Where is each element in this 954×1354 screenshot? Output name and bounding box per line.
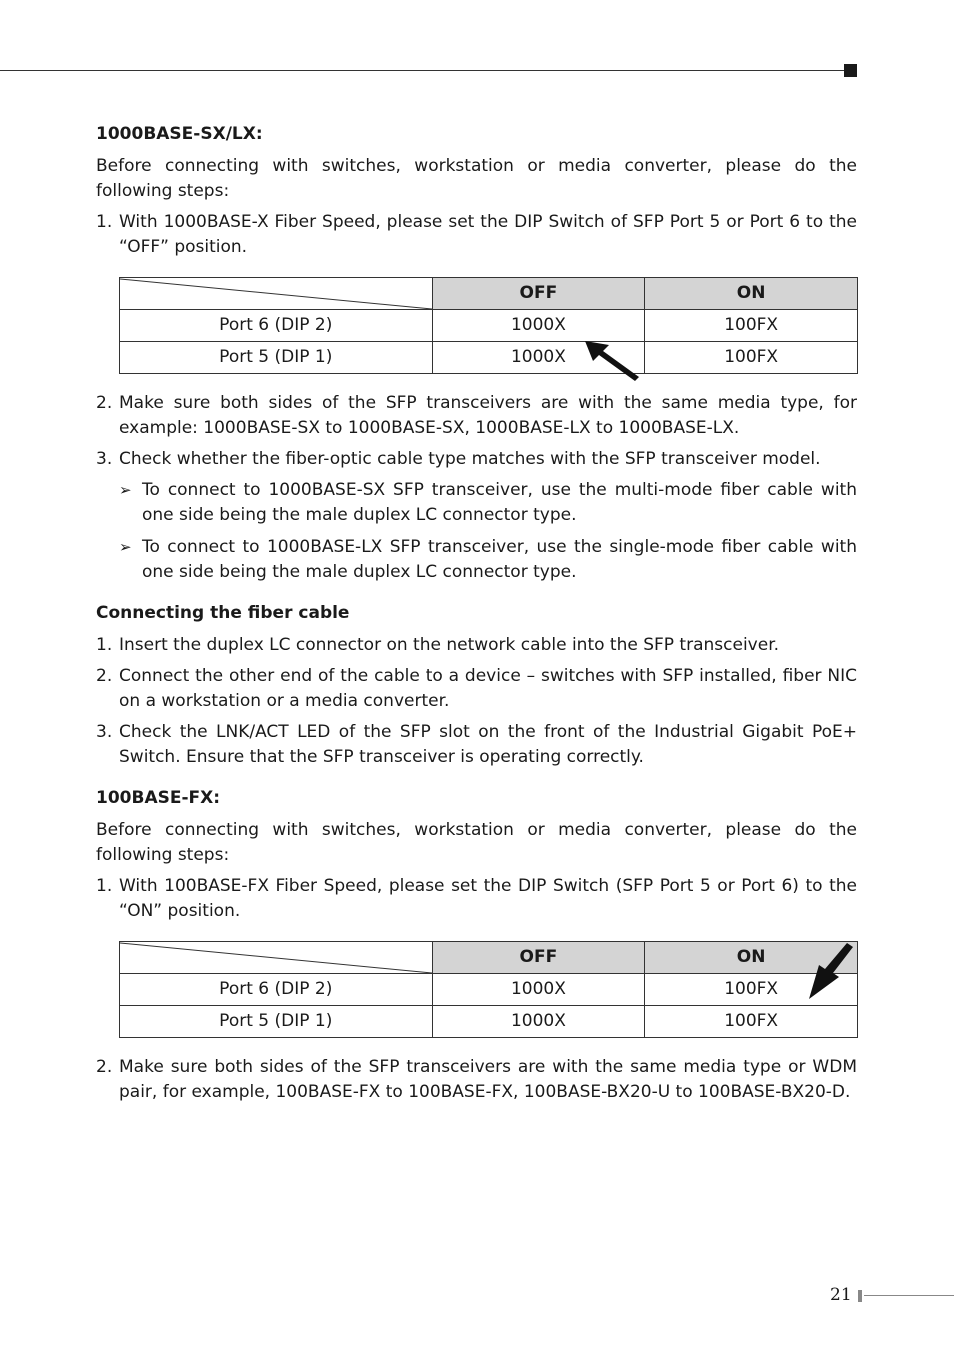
arrow-pointing-off-icon: [581, 337, 643, 383]
list-number: 3.: [96, 449, 113, 469]
dip-table-100fx: [119, 941, 858, 1038]
list-number: 3.: [96, 722, 113, 742]
list-text: Connect the other end of the cable to a device – switches with SFP installed, fiber NIC on a workstation or a media converter.: [119, 666, 857, 711]
header-square-marker: [844, 64, 857, 77]
table-cell-on: 100FX: [645, 342, 858, 374]
table-header-off: OFF: [432, 278, 645, 310]
table-cell-label: Port 5 (DIP 1): [120, 1006, 433, 1038]
section-heading-100base: 100BASE-FX:: [96, 788, 221, 808]
list-text: Make sure both sides of the SFP transceivers are with the same media type, for example: 1000BASE-SX to 1000BASE-SX, 1000BASE-LX to 1000BASE-LX.: [119, 393, 857, 438]
section-heading-fiber-cable: Connecting the fiber cable: [96, 603, 350, 623]
arrowhead-bullet-icon: ➢: [119, 481, 132, 499]
table-cell-label: Port 6 (DIP 2): [120, 974, 433, 1006]
table-header-on: ON: [645, 278, 858, 310]
table-cell-off: 1000X: [432, 342, 645, 374]
bullet-item: [119, 535, 857, 585]
table-corner-cell: [120, 942, 433, 974]
page-number: 21: [830, 1285, 852, 1305]
table-cell-off: 1000X: [432, 310, 645, 342]
table-cell-on: 100FX: [645, 1006, 858, 1038]
list-text: Make sure both sides of the SFP transceivers are with the same media type or WDM pair, for example, 100BASE-FX to 100BASE-FX, 100BASE-BX20-U to 100BASE-BX20-D.: [119, 1057, 857, 1102]
list-number: 1.: [96, 635, 113, 655]
bullet-text: To connect to 1000BASE-SX SFP transceiver, use the multi-mode fiber cable with one side being the male duplex LC connector type.: [142, 480, 857, 525]
list-text: With 100BASE-FX Fiber Speed, please set the DIP Switch (SFP Port 5 or Port 6) to the “ON” position.: [119, 876, 857, 921]
list-text: Check the LNK/ACT LED of the SFP slot on the front of the Industrial Gigabit PoE+ Switch. Ensure that the SFP transceiver is operating correctly.: [119, 722, 857, 767]
list-text: Check whether the fiber-optic cable type matches with the SFP transceiver model.: [119, 449, 821, 469]
bullet-item: [119, 478, 857, 528]
section-heading-1000base: 1000BASE-SX/LX:: [96, 124, 263, 144]
list-number: 2.: [96, 393, 113, 413]
list-item: [96, 447, 857, 472]
header-rule: [0, 70, 850, 71]
table-cell-off: 1000X: [432, 1006, 645, 1038]
list-item: [96, 633, 857, 658]
table-row: [120, 1006, 858, 1038]
dip-table-1000x: [119, 277, 858, 374]
table-cell-label: Port 5 (DIP 1): [120, 342, 433, 374]
table-row: [120, 342, 858, 374]
table-corner-cell: [120, 278, 433, 310]
list-item: [96, 720, 857, 770]
list-item: [96, 210, 857, 260]
table-header-on: ON: [645, 942, 858, 974]
list-text: Insert the duplex LC connector on the network cable into the SFP transceiver.: [119, 635, 780, 655]
list-number: 2.: [96, 1057, 113, 1077]
list-item: [96, 391, 857, 441]
bullet-text: To connect to 1000BASE-LX SFP transceiver, use the single-mode fiber cable with one side being the male duplex LC connector type.: [142, 537, 857, 582]
list-item: [96, 1055, 857, 1105]
table-row: [120, 974, 858, 1006]
table-cell-on: 100FX: [645, 310, 858, 342]
table-cell-off: 1000X: [432, 974, 645, 1006]
list-number: 2.: [96, 666, 113, 686]
arrow-pointing-on-icon: [807, 943, 857, 1001]
section3-intro: Before connecting with switches, workstation or media converter, please do the following steps:: [96, 820, 857, 865]
arrowhead-bullet-icon: ➢: [119, 538, 132, 556]
table-header-off: OFF: [432, 942, 645, 974]
footer-marker: [858, 1290, 862, 1302]
table-row: [120, 310, 858, 342]
page-content: [96, 122, 857, 1111]
list-text: With 1000BASE-X Fiber Speed, please set the DIP Switch of SFP Port 5 or Port 6 to the “OFF” position.: [119, 212, 857, 257]
list-number: 1.: [96, 876, 113, 896]
table-cell-on: 100FX: [645, 974, 858, 1006]
list-item: [96, 664, 857, 714]
list-number: 1.: [96, 212, 113, 232]
list-item: [96, 874, 857, 924]
table-cell-label: Port 6 (DIP 2): [120, 310, 433, 342]
section1-intro: Before connecting with switches, workstation or media converter, please do the following steps:: [96, 156, 857, 201]
footer-rule: [864, 1295, 954, 1296]
